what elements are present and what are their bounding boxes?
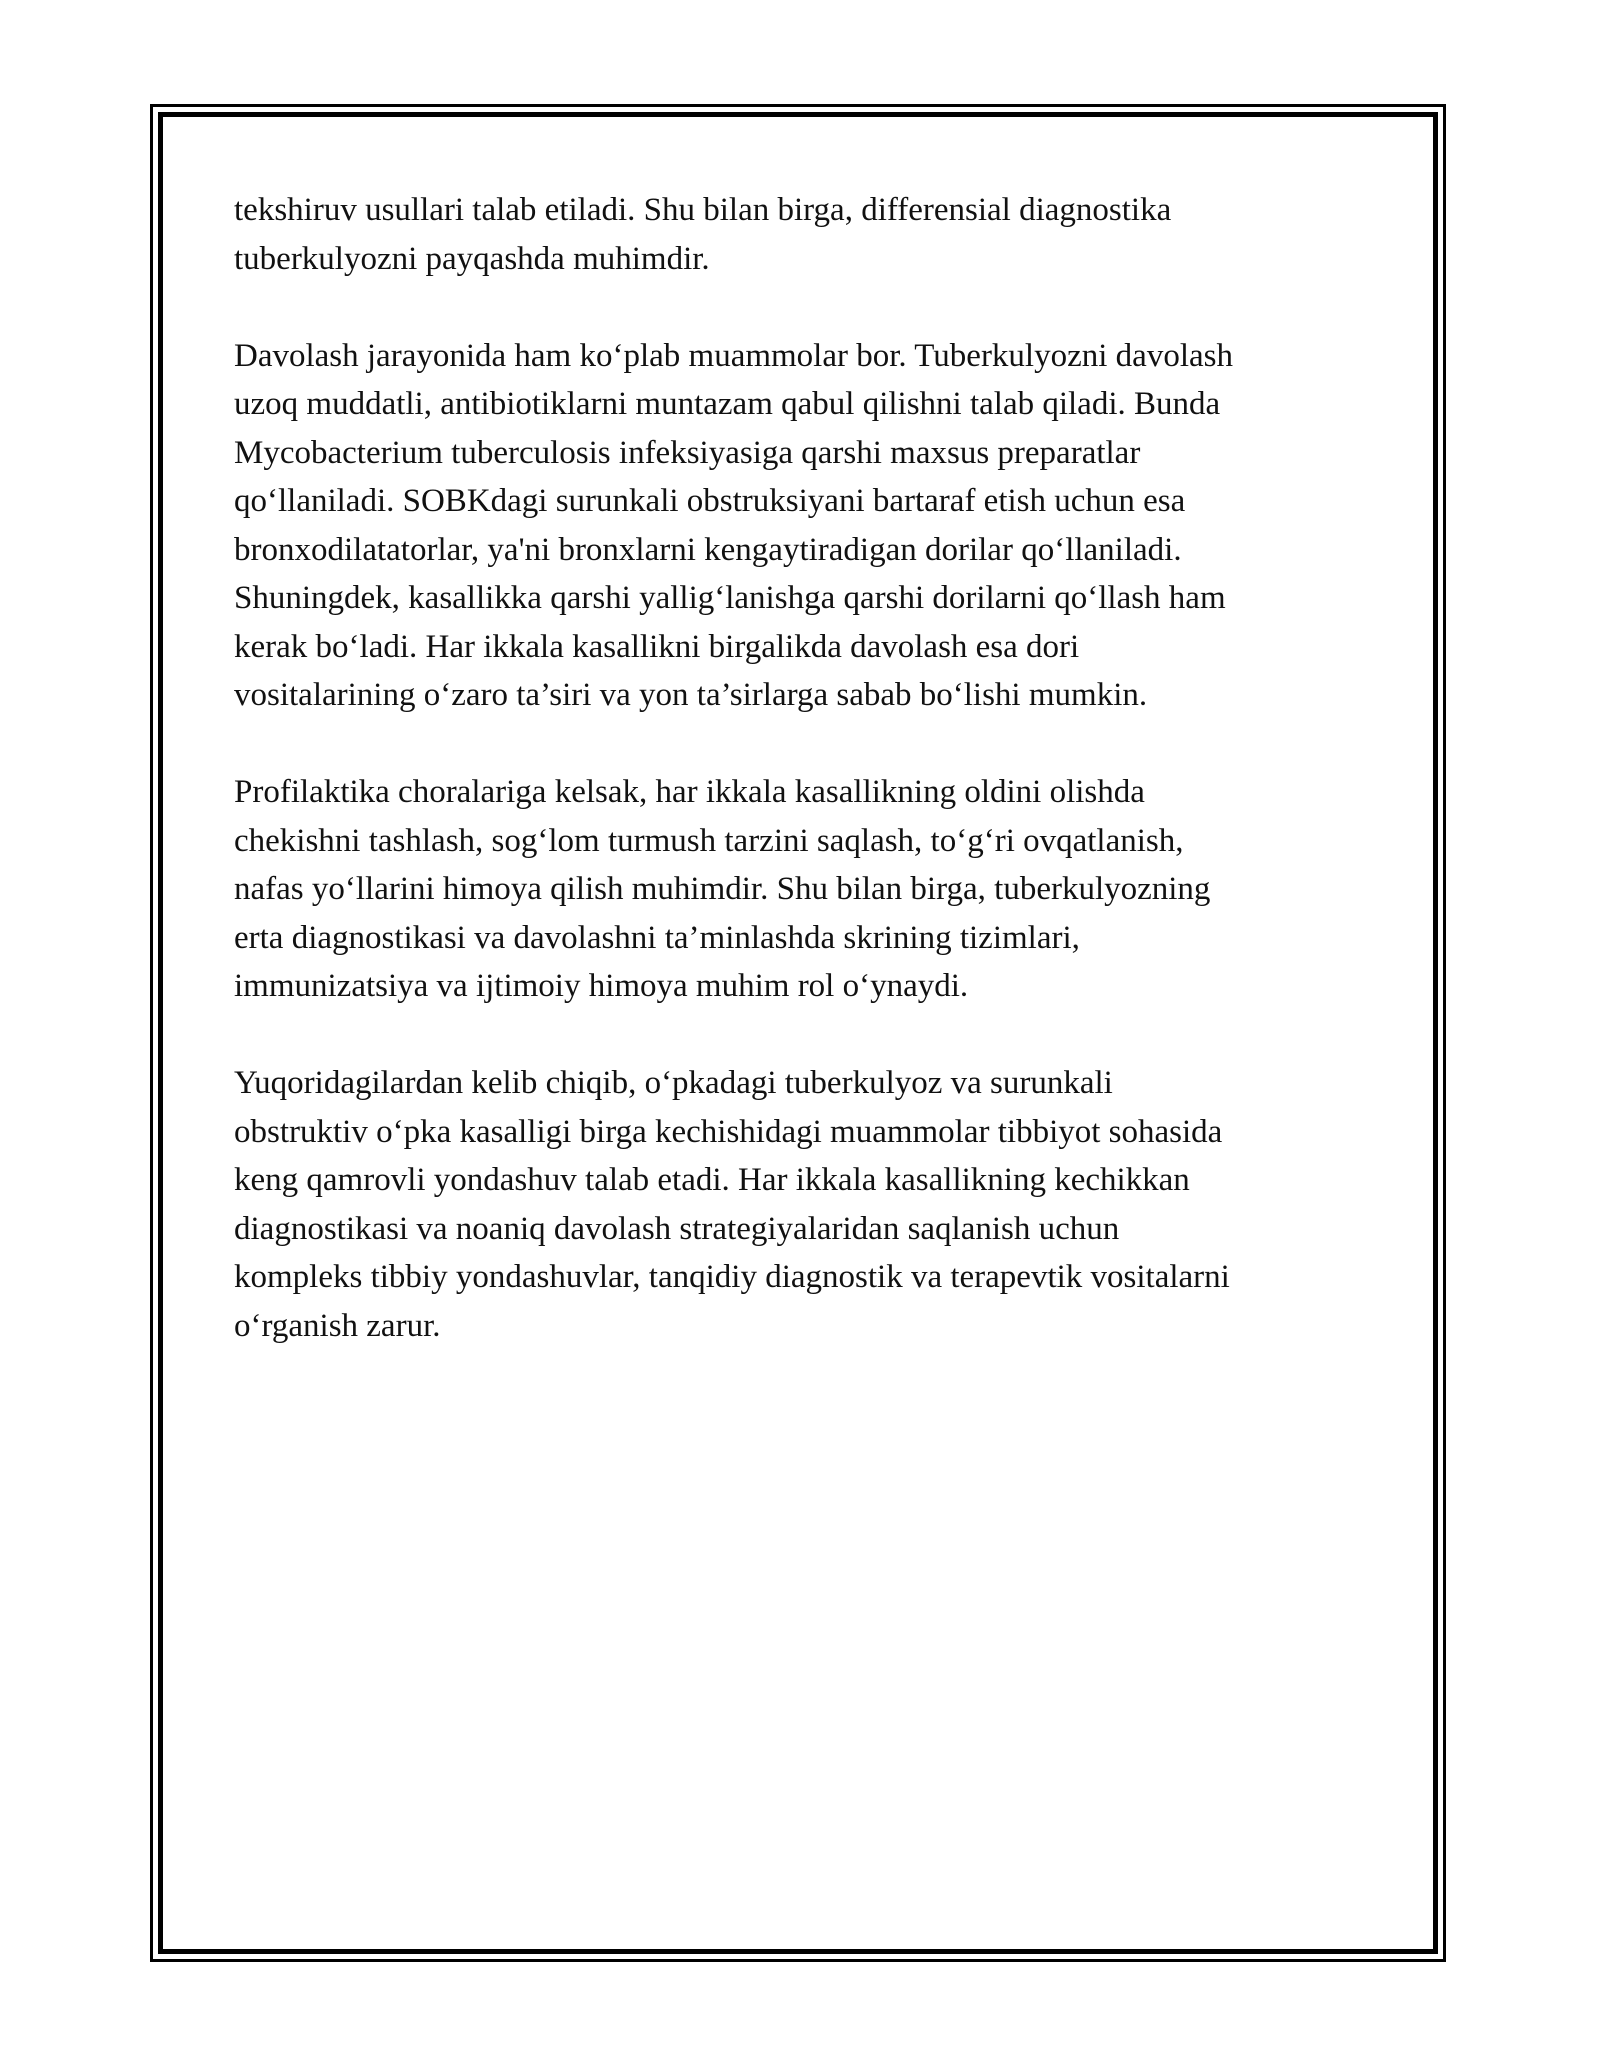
text-line: kompleks tibbiy yondashuvlar, tanqidiy diagnostik va terapevtik vositalarni	[234, 1259, 1230, 1295]
text-line: chekishni tashlash, sog‘lom turmush tarzini saqlash, to‘g‘ri ovqatlanish,	[234, 822, 1184, 859]
text-line: tekshiruv usullari talab etiladi. Shu bilan birga, differensial diagnostika	[234, 192, 1172, 228]
document-body	[234, 186, 1364, 1399]
text-line: erta diagnostikasi va davolashni ta’minlashda skrining tizimlari,	[234, 919, 1080, 956]
paragraph-3	[234, 768, 1364, 1011]
text-line: keng qamrovli yondashuv talab etadi. Har ikkala kasallikning kechikkan	[234, 1162, 1190, 1198]
text-line: tuberkulyozni payqashda muhimdir.	[234, 240, 710, 277]
paragraph-1	[234, 186, 1364, 283]
text-line: o‘rganish zarur.	[234, 1307, 441, 1344]
text-line: bronxodilatatorlar, ya'ni bronxlarni kengaytiradigan dorilar qo‘llaniladi.	[234, 531, 1182, 568]
text-line: Yuqoridagilardan kelib chiqib, o‘pkadagi tuberkulyoz va surunkali	[234, 1065, 1113, 1101]
text-line: vositalarining o‘zaro ta’siri va yon ta’sirlarga sabab bo‘lishi mumkin.	[234, 677, 1148, 713]
text-line: immunizatsiya va ijtimoiy himoya muhim rol o‘ynaydi.	[234, 968, 969, 1004]
text-line: kerak bo‘ladi. Har ikkala kasallikni birgalikda davolash esa dori	[234, 628, 1080, 665]
text-line: Profilaktika choralariga kelsak, har ikkala kasallikning oldini olishda	[234, 774, 1145, 810]
text-line: obstruktiv o‘pka kasalligi birga kechishidagi muammolar tibbiyot sohasida	[234, 1113, 1223, 1150]
paragraph-2	[234, 332, 1364, 720]
text-line: diagnostikasi va noaniq davolash strategiyalaridan saqlanish uchun	[234, 1210, 1120, 1247]
text-line: Davolash jarayonida ham ko‘plab muammolar bor. Tuberkulyozni davolash	[234, 337, 1233, 374]
text-line: Mycobacterium tuberculosis infeksiyasiga qarshi maxsus preparatlar	[234, 434, 1141, 471]
paragraph-4	[234, 1059, 1364, 1350]
text-line: uzoq muddatli, antibiotiklarni muntazam qabul qilishni talab qiladi. Bunda	[234, 386, 1221, 422]
text-line: Shuningdek, kasallikka qarshi yallig‘lanishga qarshi dorilarni qo‘llash ham	[234, 580, 1226, 616]
text-line: qo‘llaniladi. SOBKdagi surunkali obstruksiyani bartaraf etish uchun esa	[234, 483, 1186, 519]
text-line: nafas yo‘llarini himoya qilish muhimdir. Shu bilan birga, tuberkulyozning	[234, 871, 1211, 907]
